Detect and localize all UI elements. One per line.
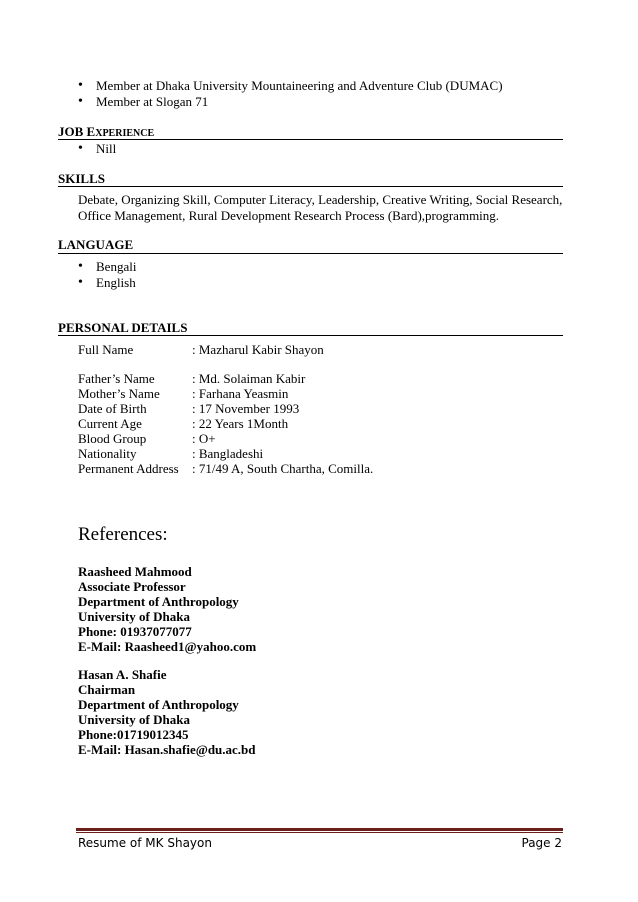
section-divider xyxy=(58,186,563,187)
reference-university: University of Dhaka xyxy=(78,712,190,727)
detail-value: : 17 November 1993 xyxy=(192,401,300,416)
section-divider xyxy=(58,253,563,254)
reference-entry xyxy=(78,564,256,654)
detail-value: : Farhana Yeasmin xyxy=(192,386,289,401)
section-divider xyxy=(58,139,563,140)
reference-email: E-Mail: Raasheed1@yahoo.com xyxy=(78,639,257,654)
detail-value: : Md. Solaiman Kabir xyxy=(192,371,306,386)
detail-value: : 22 Years 1Month xyxy=(192,416,289,431)
detail-label: Full Name xyxy=(78,342,134,357)
reference-name: Hasan A. Shafie xyxy=(78,667,167,682)
section-title-language: LANGUAGE xyxy=(58,237,134,252)
detail-label: Date of Birth xyxy=(78,401,147,416)
detail-label: Current Age xyxy=(78,416,142,431)
detail-value: : 71/49 A, South Chartha, Comilla. xyxy=(192,461,374,476)
job-experience-list xyxy=(78,141,116,157)
detail-value: : Bangladeshi xyxy=(192,446,264,461)
references-title: References: xyxy=(78,524,168,545)
reference-name: Raasheed Mahmood xyxy=(78,564,192,579)
reference-phone: Phone:01719012345 xyxy=(78,727,189,742)
language-list xyxy=(78,259,136,291)
detail-label: Nationality xyxy=(78,446,137,461)
reference-university: University of Dhaka xyxy=(78,609,190,624)
list-item: • Nill xyxy=(78,141,116,157)
activities-list xyxy=(78,78,503,110)
footer-rule-thin xyxy=(76,832,563,833)
reference-department: Department of Anthropology xyxy=(78,594,239,609)
detail-label: Blood Group xyxy=(78,431,147,446)
section-title-job-experience: JOB EXPERIENCE xyxy=(58,124,155,139)
footer-document-title: Resume of MK Shayon xyxy=(78,836,212,850)
list-item: • Bengali xyxy=(78,259,136,275)
reference-position: Chairman xyxy=(78,682,136,697)
reference-position: Associate Professor xyxy=(78,579,186,594)
list-item: • English xyxy=(78,275,136,291)
detail-label: Father’s Name xyxy=(78,371,155,386)
detail-value: : Mazharul Kabir Shayon xyxy=(192,342,324,357)
section-title-personal-details: PERSONAL DETAILS xyxy=(58,320,188,335)
detail-label: Permanent Address xyxy=(78,461,179,476)
detail-value: : O+ xyxy=(192,431,216,446)
footer-rule xyxy=(76,828,563,831)
skills-text: Debate, Organizing Skill, Computer Literacy, Leadership, Creative Writing, Social Research, Office Management, Rural Development Research Process (Bard),programming. xyxy=(78,192,563,223)
reference-phone: Phone: 01937077077 xyxy=(78,624,192,639)
section-divider xyxy=(58,335,563,336)
reference-email: E-Mail: Hasan.shafie@du.ac.bd xyxy=(78,742,256,757)
reference-department: Department of Anthropology xyxy=(78,697,239,712)
list-item: • Member at Slogan 71 xyxy=(78,94,503,110)
footer-page-number: Page 2 xyxy=(521,836,562,850)
section-title-skills: SKILLS xyxy=(58,171,105,186)
list-item: • Member at Dhaka University Mountaineering and Adventure Club (DUMAC) xyxy=(78,78,503,94)
reference-entry xyxy=(78,667,256,757)
detail-label: Mother’s Name xyxy=(78,386,160,401)
